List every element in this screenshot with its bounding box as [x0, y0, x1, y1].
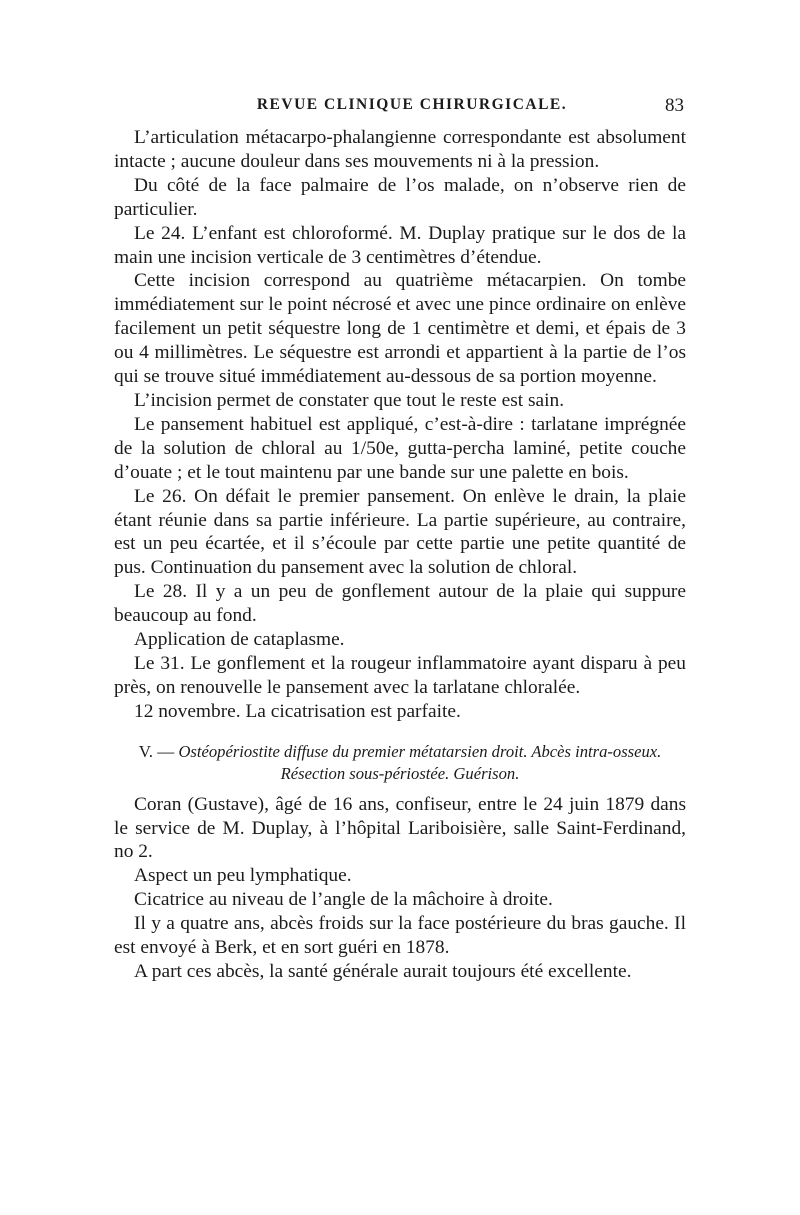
paragraph: A part ces abcès, la santé générale aurait toujours été excellente. — [134, 961, 632, 982]
paragraph: Il y a quatre ans, abcès froids sur la face postérieure du bras gauche. Il est envoyé à Berk, et en sort guéri en 1878. — [114, 913, 686, 959]
paragraph: Application de cataplasme. — [134, 629, 345, 651]
paragraph: L’articulation métacarpo-phalangienne correspondante est absolument intacte ; aucune douleur dans ses mouvements ni à la pression. — [114, 127, 686, 172]
paragraph: Le 28. Il y a un peu de gonflement autour de la plaie qui suppure beaucoup au fond. — [114, 581, 686, 627]
section-heading — [114, 741, 686, 785]
running-title: REVUE CLINIQUE CHIRURGICALE. — [256, 96, 568, 113]
paragraph: Le pansement habituel est appliqué, c’est-à-dire : tarlatane imprégnée de la solution de chloral au 1/50e, gutta-percha laminé, petite couche d’ouate ; et le tout maintenu par une bande sur une palette en bois. — [114, 413, 686, 483]
running-head — [116, 96, 684, 120]
paragraph: L’incision permet de constater que tout le reste est sain. — [134, 389, 565, 411]
page-number: 83 — [665, 95, 684, 116]
paragraph: Aspect un peu lymphatique. — [134, 865, 352, 887]
section-title: Ostéopériostite diffuse du premier métatarsien droit. Abcès intra-osseux. Résection sous-périostée. Guérison. — [178, 741, 662, 783]
paragraph: Cicatrice au niveau de l’angle de la mâchoire à droite. — [134, 889, 553, 911]
paragraph: 12 novembre. La cicatrisation est parfaite. — [134, 700, 461, 722]
paragraph: Coran (Gustave), âgé de 16 ans, confiseur, entre le 24 juin 1879 dans le service de M. Duplay, à l’hôpital Lariboisière, salle Saint-Ferdinand, no 2. — [114, 793, 686, 863]
paragraph: Le 26. On défait le premier pansement. On enlève le drain, la plaie étant réunie dans sa partie inférieure. La partie supérieure, au contraire, est un peu écartée, et il s’écoule par cette partie une petite quantité de pus. Continuation du pansement avec la solution de chloral. — [114, 485, 686, 579]
paragraph: Du côté de la face palmaire de l’os malade, on n’observe rien de particulier. — [114, 174, 686, 220]
paragraph: Le 24. L’enfant est chloroformé. M. Duplay pratique sur le dos de la main une incision verticale de 3 centimètres d’étendue. — [114, 222, 686, 268]
body-text — [114, 126, 686, 984]
paragraph: Le 31. Le gonflement et la rougeur inflammatoire ayant disparu à peu près, on renouvelle le pansement avec la tarlatane chloralée. — [114, 652, 686, 698]
section-numeral: V. — — [138, 741, 175, 761]
paragraph: Cette incision correspond au quatrième métacarpien. On tombe immédiatement sur le point nécrosé et avec une pince ordinaire on enlève facilement un petit séquestre long de 1 centimètre et demi, et épais de 3 ou 4 millimètres. Le séquestre est arrondi et appartient à la partie de l’os qui se trouve situé immédiatement au-dessous de sa portion moyenne. — [114, 270, 686, 388]
